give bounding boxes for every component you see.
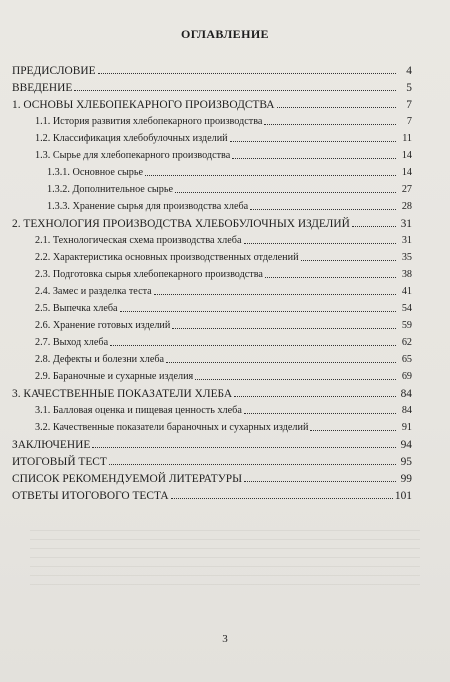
dot-leader [154,294,396,295]
toc-entry-page: 101 [394,490,412,502]
dot-leader [175,192,396,193]
dot-leader [230,141,396,142]
toc-entry-page: 4 [406,65,412,77]
toc-entry-label: 1.3.3. Хранение сырья для производства хлеба [47,201,249,212]
toc-entry-2-7[interactable] [12,332,412,349]
dot-leader [310,430,396,431]
toc-entry-page: 31 [400,218,412,230]
toc-entry-1-1[interactable] [12,111,412,128]
dot-leader [265,277,396,278]
toc-entry-page: 69 [401,371,412,382]
dot-leader [234,396,396,397]
dot-leader [172,328,396,329]
toc-entry-label: 2.3. Подготовка сырья хлебопекарного производства [35,269,263,280]
toc-entry-1-3-3[interactable] [12,196,412,213]
toc-entry-page: 7 [406,99,412,111]
dot-leader [195,379,396,380]
dot-leader [120,311,396,312]
dot-leader [74,90,396,91]
dot-leader [232,158,396,159]
toc-entry-page: 54 [401,303,412,314]
toc-entry-introduction[interactable] [12,77,412,94]
toc-entry-label: ОТВЕТЫ ИТОГОВОГО ТЕСТА [12,490,169,502]
toc-entry-3-2[interactable] [12,417,412,434]
dot-leader [352,226,396,227]
toc-entry-2-4[interactable] [12,281,412,298]
toc-entry-1-2[interactable] [12,128,412,145]
dot-leader [244,413,396,414]
toc-entry-label: 2.1. Технологическая схема производства хлеба [35,235,242,246]
toc-entry-2-1[interactable] [12,230,412,247]
toc-entry-label: 1.2. Классификация хлебобулочных изделий [35,133,228,144]
toc-entry-label: ПРЕДИСЛОВИЕ [12,65,96,77]
toc-entry-label: 2.4. Замес и разделка теста [35,286,152,297]
toc-entry-label: 1.3.2. Дополнительное сырье [47,184,173,195]
toc-entry-2-2[interactable] [12,247,412,264]
toc-entry-2-9[interactable] [12,366,412,383]
toc-entry-page: 38 [401,269,412,280]
toc-entry-page: 94 [400,439,412,451]
toc-entry-label: 1.1. История развития хлебопекарного производства [35,116,263,127]
toc-entry-2-6[interactable] [12,315,412,332]
toc-entry-preface[interactable] [12,60,412,77]
page-title: ОГЛАВЛЕНИЕ [181,27,269,41]
toc-entry-label: ВВЕДЕНИЕ [12,82,73,94]
toc-entry-page: 99 [400,473,412,485]
toc-entry-page: 84 [400,388,412,400]
toc-entry-label: 2.9. Бараночные и сухарные изделия [35,371,194,382]
dot-leader [98,73,396,74]
toc-entry-page: 84 [401,405,412,416]
toc-entry-1-3-1[interactable] [12,162,412,179]
toc-entry-page: 31 [401,235,412,246]
dot-leader [244,481,396,482]
toc-entry-label: 2.8. Дефекты и болезни хлеба [35,354,165,365]
toc-entry-page: 62 [401,337,412,348]
toc-entry-label: 1. ОСНОВЫ ХЛЕБОПЕКАРНОГО ПРОИЗВОДСТВА [12,99,275,111]
toc-entry-page: 14 [401,167,412,178]
dot-leader [166,362,396,363]
toc-entry-label: 2.2. Характеристика основных производственных отделений [35,252,299,263]
toc-entry-page: 91 [401,422,412,433]
toc-entry-page: 65 [401,354,412,365]
toc-entry-page: 14 [401,150,412,161]
dot-leader [109,464,396,465]
toc-entry-page: 59 [401,320,412,331]
page-number: 3 [222,633,228,645]
toc-entry-page: 27 [401,184,412,195]
toc-entry-chapter-2[interactable] [12,213,412,230]
toc-entry-page: 5 [406,82,412,94]
dot-leader [264,124,396,125]
dot-leader [250,209,396,210]
dot-leader [244,243,397,244]
toc-entry-label: 3. КАЧЕСТВЕННЫЕ ПОКАЗАТЕЛИ ХЛЕБА [12,388,233,400]
toc-entry-bibliography[interactable] [12,468,412,485]
toc-entry-3-1[interactable] [12,400,412,417]
toc-entry-page: 41 [401,286,412,297]
dot-leader [145,175,396,176]
toc-entry-label: 2.6. Хранение готовых изделий [35,320,171,331]
toc-entry-1-3[interactable] [12,145,412,162]
dot-leader [277,107,397,108]
toc-entry-page: 95 [400,456,412,468]
toc-entry-conclusion[interactable] [12,434,412,451]
toc-entry-label: 2. ТЕХНОЛОГИЯ ПРОИЗВОДСТВА ХЛЕБОБУЛОЧНЫХ ИЗДЕЛИЙ [12,218,350,230]
table-of-contents [12,60,412,502]
dot-leader [92,447,396,448]
dot-leader [171,498,393,499]
toc-entry-page: 7 [406,116,412,127]
toc-entry-page: 28 [401,201,412,212]
toc-entry-2-3[interactable] [12,264,412,281]
toc-entry-page: 11 [402,133,412,144]
toc-entry-test-answers[interactable] [12,485,412,502]
toc-entry-label: СПИСОК РЕКОМЕНДУЕМОЙ ЛИТЕРАТУРЫ [12,473,243,485]
toc-entry-chapter-1[interactable] [12,94,412,111]
toc-entry-label: ИТОГОВЫЙ ТЕСТ [12,456,107,468]
toc-entry-label: ЗАКЛЮЧЕНИЕ [12,439,91,451]
toc-entry-2-5[interactable] [12,298,412,315]
toc-entry-label: 3.1. Балловая оценка и пищевая ценность хлеба [35,405,242,416]
dot-leader [110,345,396,346]
toc-entry-1-3-2[interactable] [12,179,412,196]
dot-leader [301,260,396,261]
toc-entry-page: 35 [401,252,412,263]
toc-entry-chapter-3[interactable] [12,383,412,400]
toc-entry-label: 2.5. Выпечка хлеба [35,303,118,314]
bleed-through-texture [30,530,420,590]
toc-entry-label: 1.3. Сырье для хлебопекарного производства [35,150,231,161]
toc-entry-label: 3.2. Качественные показатели бараночных и сухарных изделий [35,422,309,433]
toc-entry-2-8[interactable] [12,349,412,366]
toc-entry-label: 1.3.1. Основное сырье [47,167,144,178]
toc-entry-final-test[interactable] [12,451,412,468]
toc-entry-label: 2.7. Выход хлеба [35,337,109,348]
